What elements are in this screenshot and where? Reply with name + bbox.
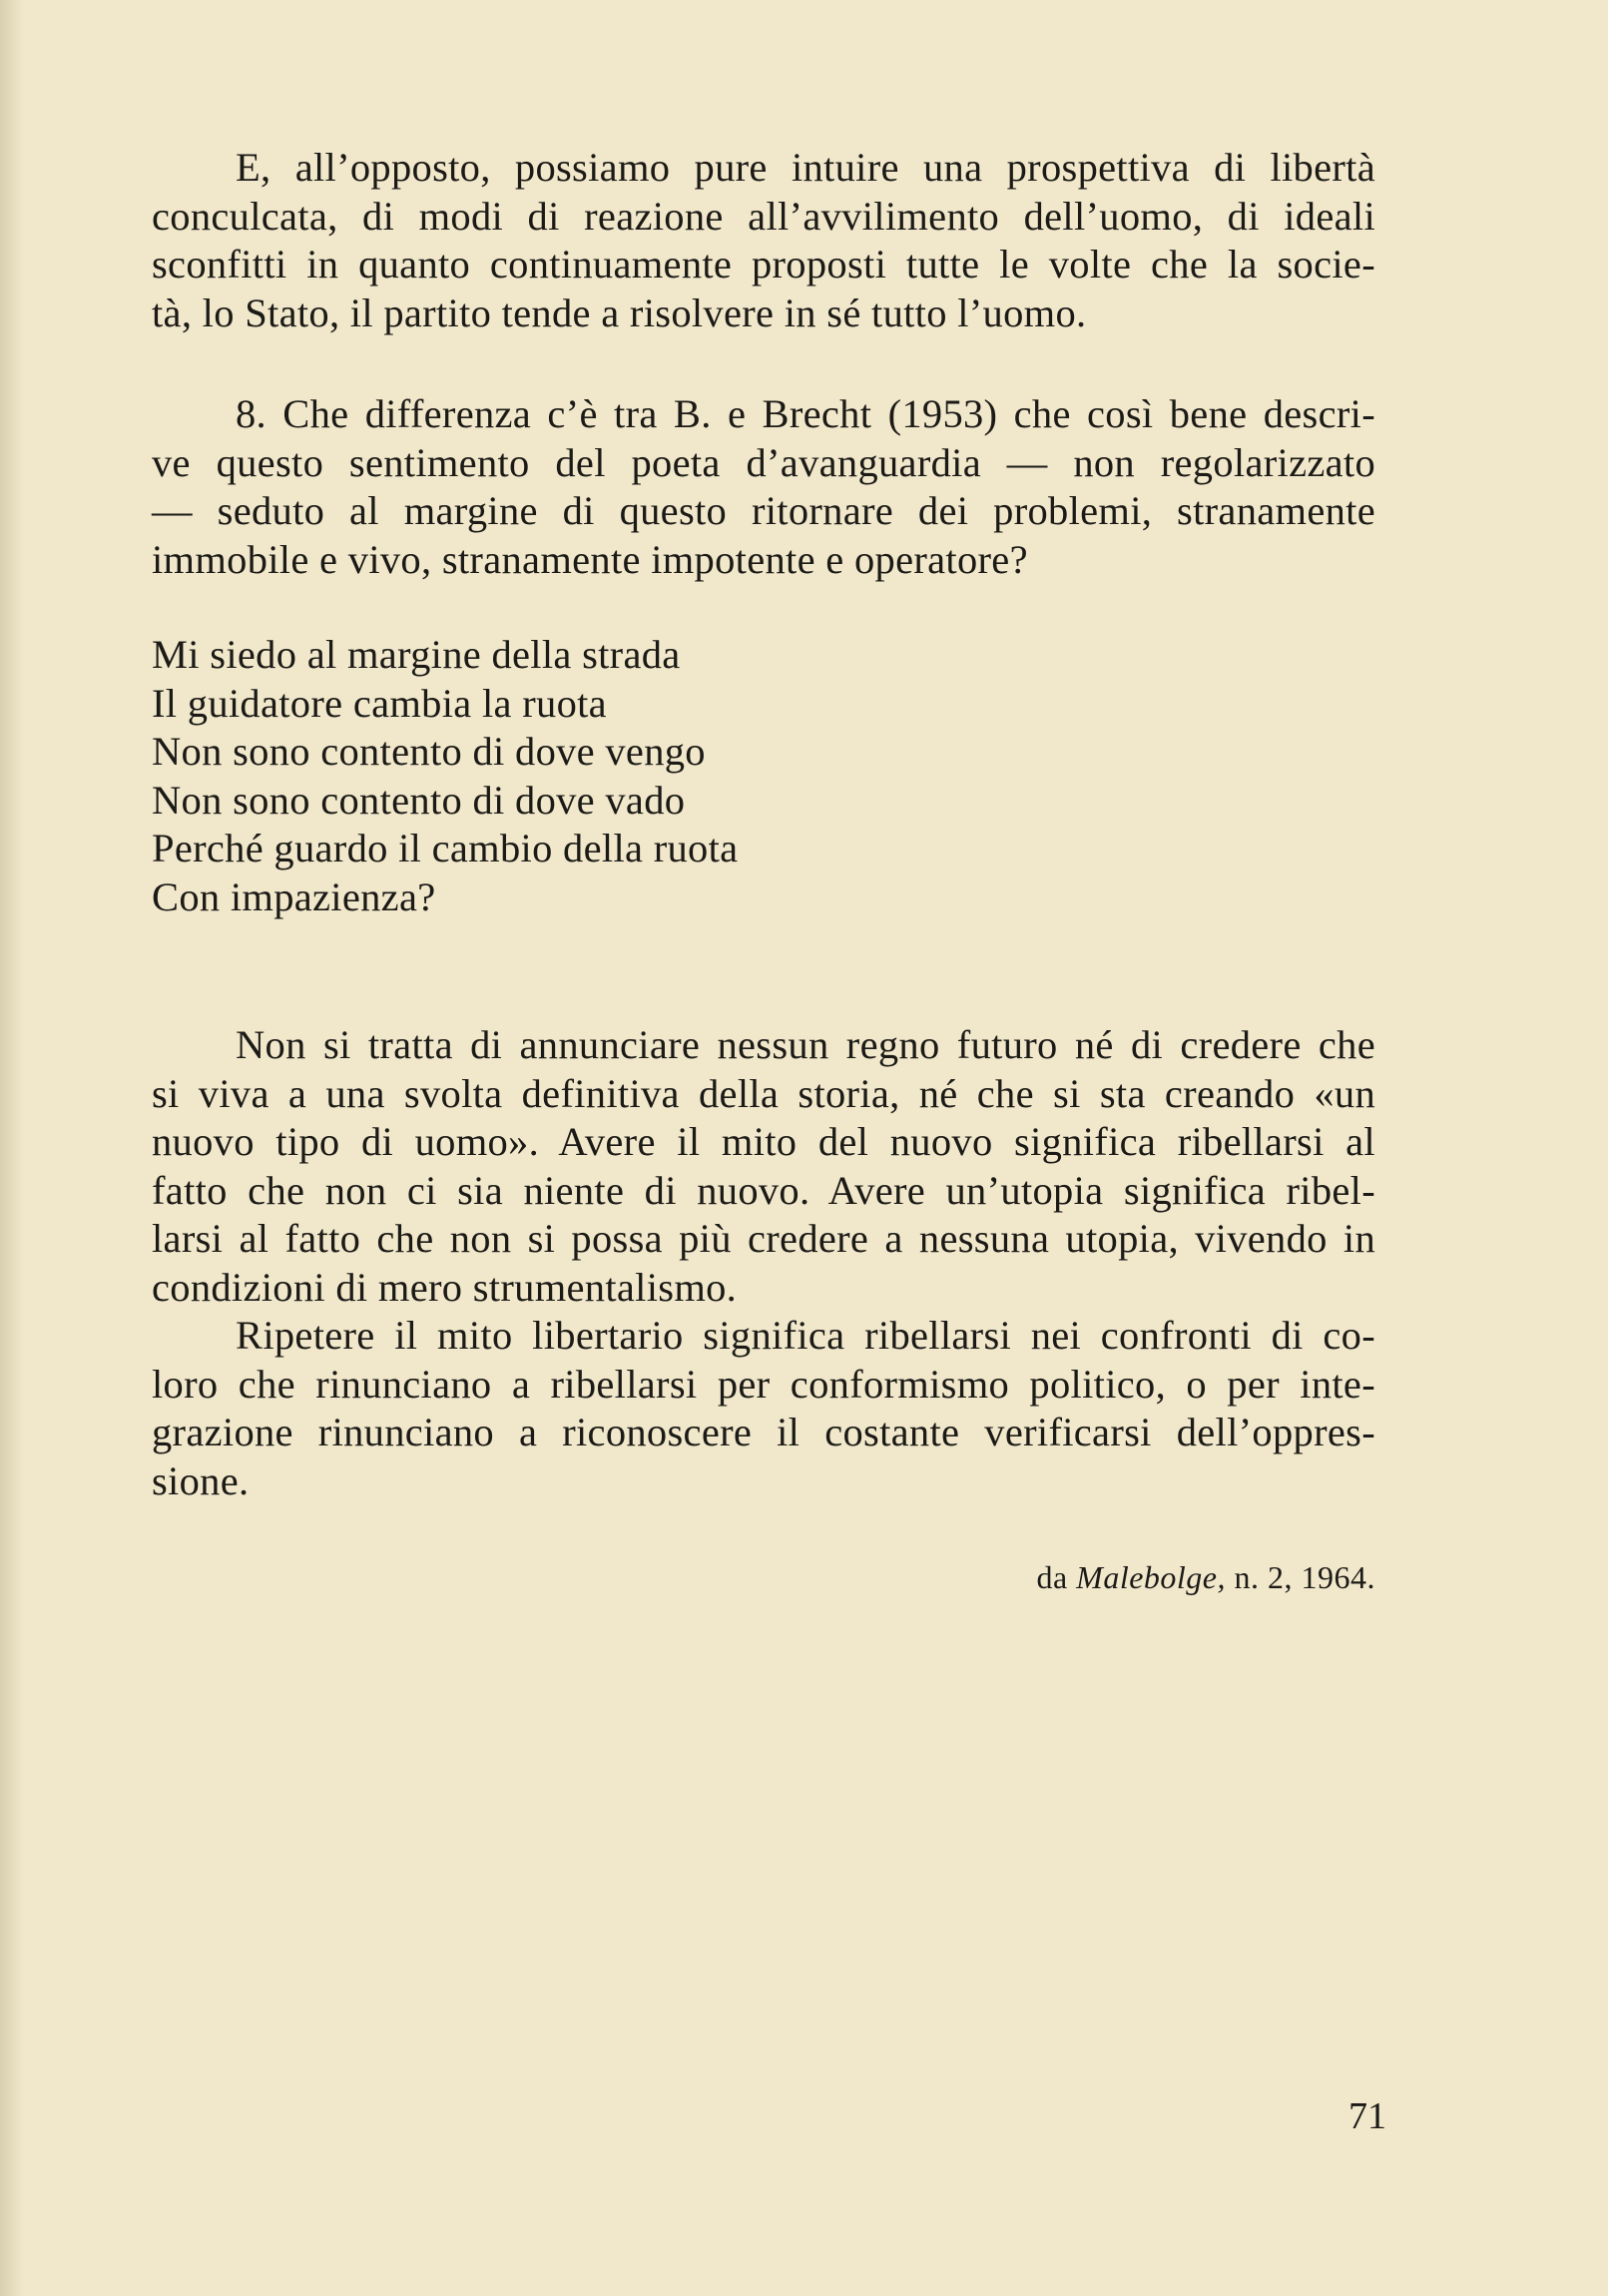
poem-line: Mi siedo al margine della strada bbox=[152, 632, 681, 677]
poem-line: Non sono contento di dove vengo bbox=[152, 729, 706, 774]
paragraph-opposite-perspective bbox=[152, 144, 1375, 337]
paragraph-libertarian-myth bbox=[152, 1312, 1375, 1505]
paragraph-brecht-question bbox=[152, 390, 1375, 584]
source-prefix: da bbox=[1036, 1559, 1068, 1595]
poem-line: Con impazienza? bbox=[152, 873, 436, 919]
poem-line: Il guidatore cambia la ruota bbox=[152, 680, 607, 726]
text-line: tà, lo Stato, il partito tende a risolvere in sé tutto l’uomo. bbox=[152, 289, 1087, 335]
text-line: grazione rinunciano a riconoscere il costante verificarsi dell’oppres- bbox=[152, 1410, 1375, 1454]
text-line: conculcata, di modi di reazione all’avvilimento dell’uomo, di ideali bbox=[152, 193, 1375, 239]
source-journal: Malebolge, bbox=[1076, 1559, 1226, 1595]
brecht-poem bbox=[152, 631, 738, 921]
text-line: sconfitti in quanto continuamente proposti tutte le volte che la socie- bbox=[152, 242, 1375, 287]
text-line: larsi al fatto che non si possa più credere a nessuna utopia, vivendo in bbox=[152, 1216, 1375, 1261]
text-line: loro che rinunciano a ribellarsi per conformismo politico, o per inte- bbox=[152, 1361, 1375, 1407]
text-line: immobile e vivo, stranamente impotente e operatore? bbox=[152, 536, 1028, 582]
source-issue: n. 2, 1964. bbox=[1234, 1559, 1375, 1595]
poem-line: Non sono contento di dove vado bbox=[152, 777, 686, 823]
text-line: Ripetere il mito libertario significa ribellarsi nei confronti di co- bbox=[236, 1313, 1375, 1358]
page-binding-shadow bbox=[0, 0, 22, 2296]
source-citation bbox=[1036, 1559, 1375, 1596]
text-line: Non si tratta di annunciare nessun regno futuro né di credere che bbox=[236, 1022, 1375, 1067]
text-line: si viva a una svolta definitiva della storia, né che si sta creando «un bbox=[152, 1070, 1375, 1116]
page-number: 71 bbox=[1348, 2095, 1386, 2137]
text-line: fatto che non ci sia niente di nuovo. Avere un’utopia significa ribel- bbox=[152, 1167, 1375, 1213]
text-line: condizioni di mero strumentalismo. bbox=[152, 1264, 738, 1310]
paragraph-myth-of-new bbox=[152, 1021, 1375, 1312]
text-line: nuovo tipo di uomo». Avere il mito del nuovo significa ribellarsi al bbox=[152, 1119, 1375, 1164]
poem-line: Perché guardo il cambio della ruota bbox=[152, 826, 739, 870]
text-line: — seduto al margine di questo ritornare dei problemi, stranamente bbox=[152, 488, 1375, 533]
text-line: E, all’opposto, possiamo pure intuire una prospettiva di libertà bbox=[236, 145, 1375, 190]
text-line: sione. bbox=[152, 1457, 250, 1503]
text-line: 8. Che differenza c’è tra B. e Brecht (1953) che così bene descri- bbox=[236, 391, 1375, 436]
text-line: ve questo sentimento del poeta d’avanguardia — non regolarizzato bbox=[152, 439, 1375, 485]
